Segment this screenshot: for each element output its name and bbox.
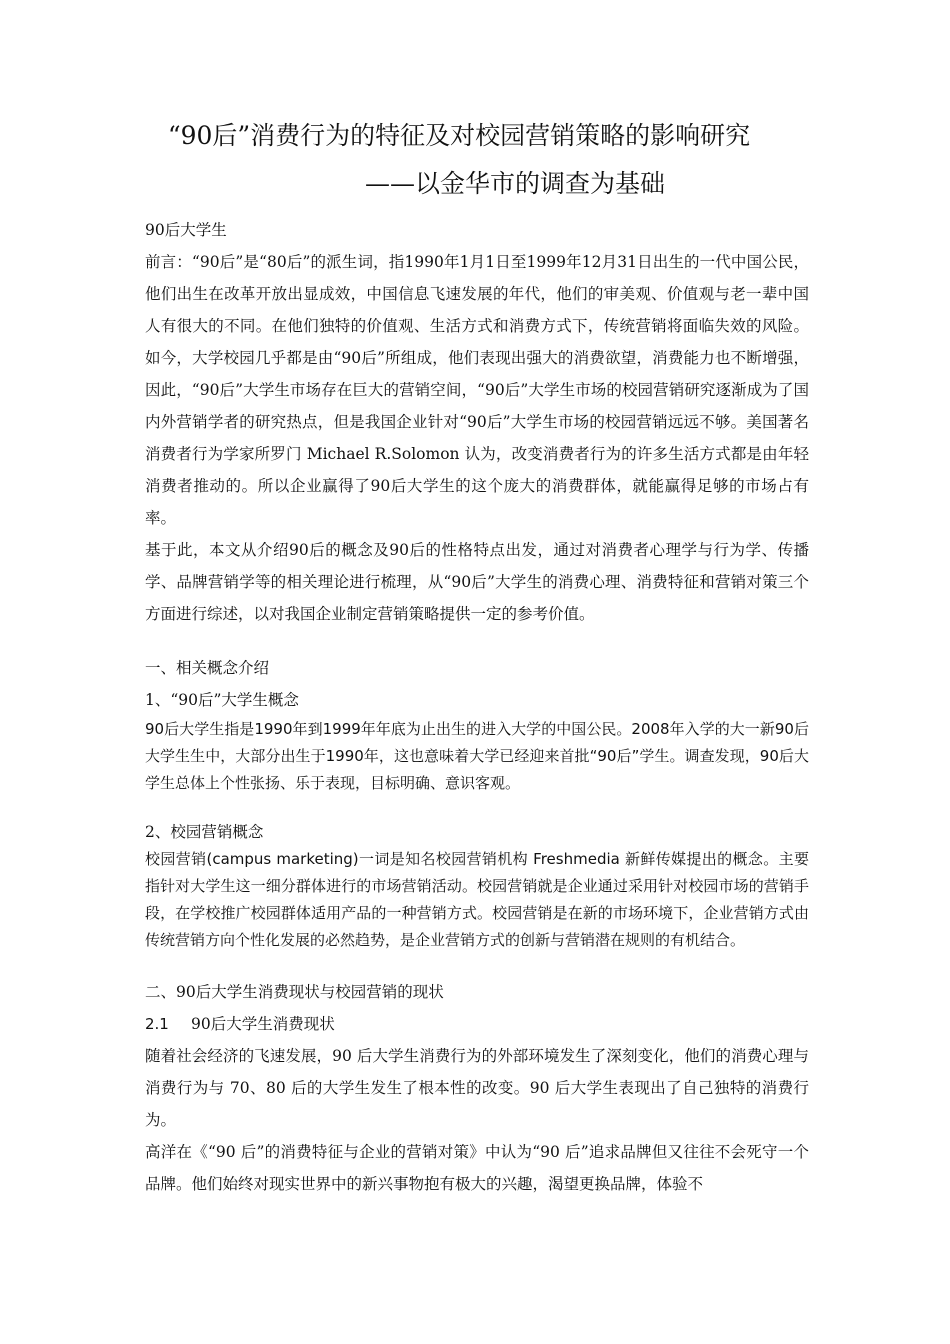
section-1-1-heading: 1、“90后”大学生概念	[145, 691, 299, 709]
section-1-2-heading: 2、校园营销概念	[145, 823, 264, 841]
document-body	[145, 214, 809, 1200]
spacer	[145, 630, 809, 652]
section-1-2-body: 校园营销(campus marketing)一词是知名校园营销机构 Freshmedia 新鲜传媒提出的概念。主要指针对大学生这一细分群体进行的市场营销活动。校园营销就是企业通过采用针对校园市场的营销手段，在学校推广校园群体适用产品的一种营销方式。校园营销是在新的市场环境下，企业营销方式由传统营销方向个性化发展的必然趋势，是企业营销方式的创新与营销潜在规则的有机结合。	[145, 850, 809, 949]
keyword-line: 90后大学生	[145, 221, 227, 239]
section-2-1-title: 90后大学生消费现状	[191, 1015, 335, 1033]
section-2-1-paragraph-2: 高洋在《“90 后”的消费特征与企业的营销对策》中认为“90 后”追求品牌但又往往不会死守一个品牌。他们始终对现实世界中的新兴事物抱有极大的兴趣，渴望更换品牌，体验不	[145, 1143, 809, 1193]
section-2-1-number: 2.1	[145, 1015, 169, 1033]
section-2-1-heading	[145, 1008, 809, 1040]
preface-paragraph-2: 基于此，本文从介绍90后的概念及90后的性格特点出发，通过对消费者心理学与行为学、传播学、品牌营销学等的相关理论进行梳理，从“90后”大学生的消费心理、消费特征和营销对策三个方面进行综述，以对我国企业制定营销策略提供一定的参考价值。	[145, 541, 809, 623]
section-1-1-body: 90后大学生指是1990年到1999年年底为止出生的进入大学的中国公民。2008年入学的大一新90后大学生生中，大部分出生于1990年，这也意味着大学已经迎来首批“90后”学生。调查发现，90后大学生总体上个性张扬、乐于表现，目标明确、意识客观。	[145, 720, 809, 792]
spacer	[145, 954, 809, 976]
document-subtitle: ——以金华市的调查为基础	[364, 169, 665, 198]
document-title: “90后”消费行为的特征及对校园营销策略的影响研究	[167, 121, 751, 150]
section-1-heading: 一、相关概念介绍	[145, 659, 270, 677]
section-2-heading: 二、90后大学生消费现状与校园营销的现状	[145, 983, 444, 1001]
spacer	[145, 797, 809, 819]
preface-paragraph-1: 前言：“90后”是“80后”的派生词，指1990年1月1日至1999年12月31日出生的一代中国公民，他们出生在改革开放出显成效，中国信息飞速发展的年代，他们的审美观、价值观与老一辈中国人有很大的不同。在他们独特的价值观、生活方式和消费方式下，传统营销将面临失效的风险。如今，大学校园几乎都是由“90后”所组成，他们表现出强大的消费欲望，消费能力也不断增强，因此，“90后”大学生市场存在巨大的营销空间，“90后”大学生市场的校园营销研究逐渐成为了国内外营销学者的研究热点，但是我国企业针对“90后”大学生市场的校园营销远远不够。美国著名消费者行为学家所罗门 Michael R.Solomon 认为，改变消费者行为的许多生活方式都是由年轻消费者推动的。所以企业赢得了90后大学生的这个庞大的消费群体，就能赢得足够的市场占有率。	[145, 253, 809, 527]
section-2-1-paragraph-1: 随着社会经济的飞速发展，90 后大学生消费行为的外部环境发生了深刻变化，他们的消费心理与消费行为与 70、80 后的大学生发生了根本性的改变。90 后大学生表现出了自己独特的消费行为。	[145, 1047, 809, 1129]
